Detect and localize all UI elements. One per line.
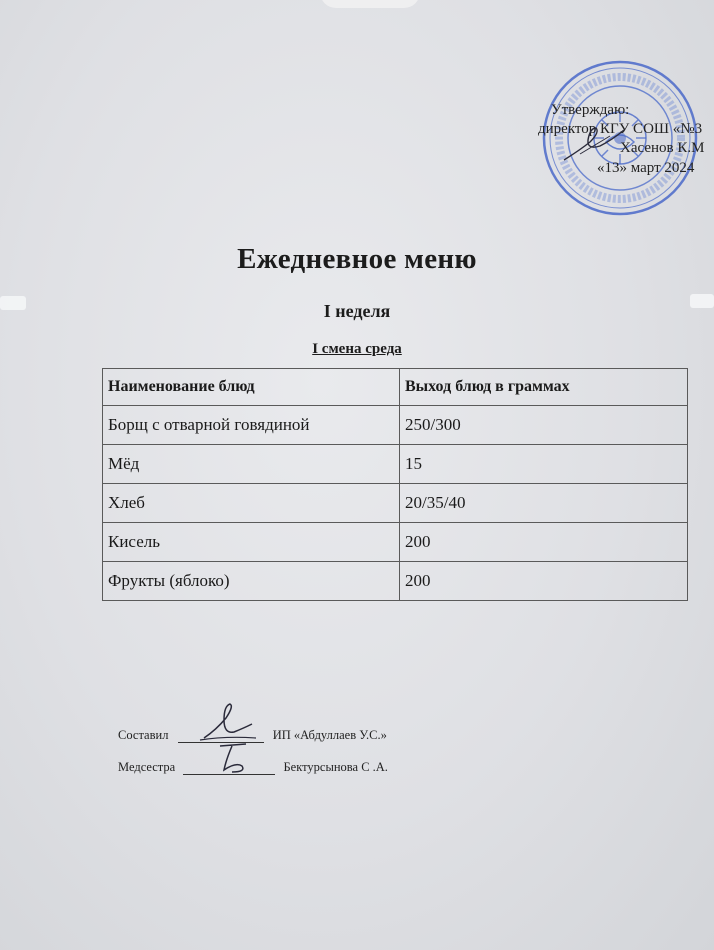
dish-cell: Фрукты (яблоко) [103, 562, 400, 601]
weight-cell: 250/300 [400, 406, 688, 445]
approval-title: Утверждаю: [551, 102, 630, 118]
dish-cell: Кисель [103, 523, 400, 562]
nurse-name: Бектурсынова С .А. [283, 760, 388, 774]
table-row [103, 445, 688, 484]
top-clip [320, 0, 420, 8]
weight-cell: 200 [400, 523, 688, 562]
table-row [103, 484, 688, 523]
composer-signature [198, 700, 258, 744]
approval-name: Хасенов К.М [620, 140, 705, 156]
shift-label: I смена среда [312, 341, 402, 357]
week-label: I неделя [323, 301, 391, 321]
composer-label: Составил [118, 728, 169, 742]
nurse-signature [212, 740, 262, 776]
dish-cell: Хлеб [103, 484, 400, 523]
approval-position: директор КГУ СОШ «№3 [538, 121, 703, 137]
director-signature [560, 120, 630, 165]
header-weight: Выход блюд в граммах [400, 369, 688, 406]
dish-cell: Мёд [103, 445, 400, 484]
header-dish: Наименование блюд [103, 369, 400, 406]
weight-cell: 200 [400, 562, 688, 601]
table-row [103, 562, 688, 601]
weight-cell: 20/35/40 [400, 484, 688, 523]
weight-cell: 15 [400, 445, 688, 484]
document-title: Ежедневное меню [237, 243, 477, 275]
nurse-label: Медсестра [118, 760, 176, 774]
approval-date: «13» март 2024 [597, 160, 695, 176]
table-row [103, 523, 688, 562]
dish-cell: Борщ с отварной говядиной [103, 406, 400, 445]
menu-table [102, 368, 688, 601]
table-row [103, 406, 688, 445]
composer-name: ИП «Абдуллаев У.С.» [272, 728, 387, 742]
table-header-row [103, 369, 688, 406]
